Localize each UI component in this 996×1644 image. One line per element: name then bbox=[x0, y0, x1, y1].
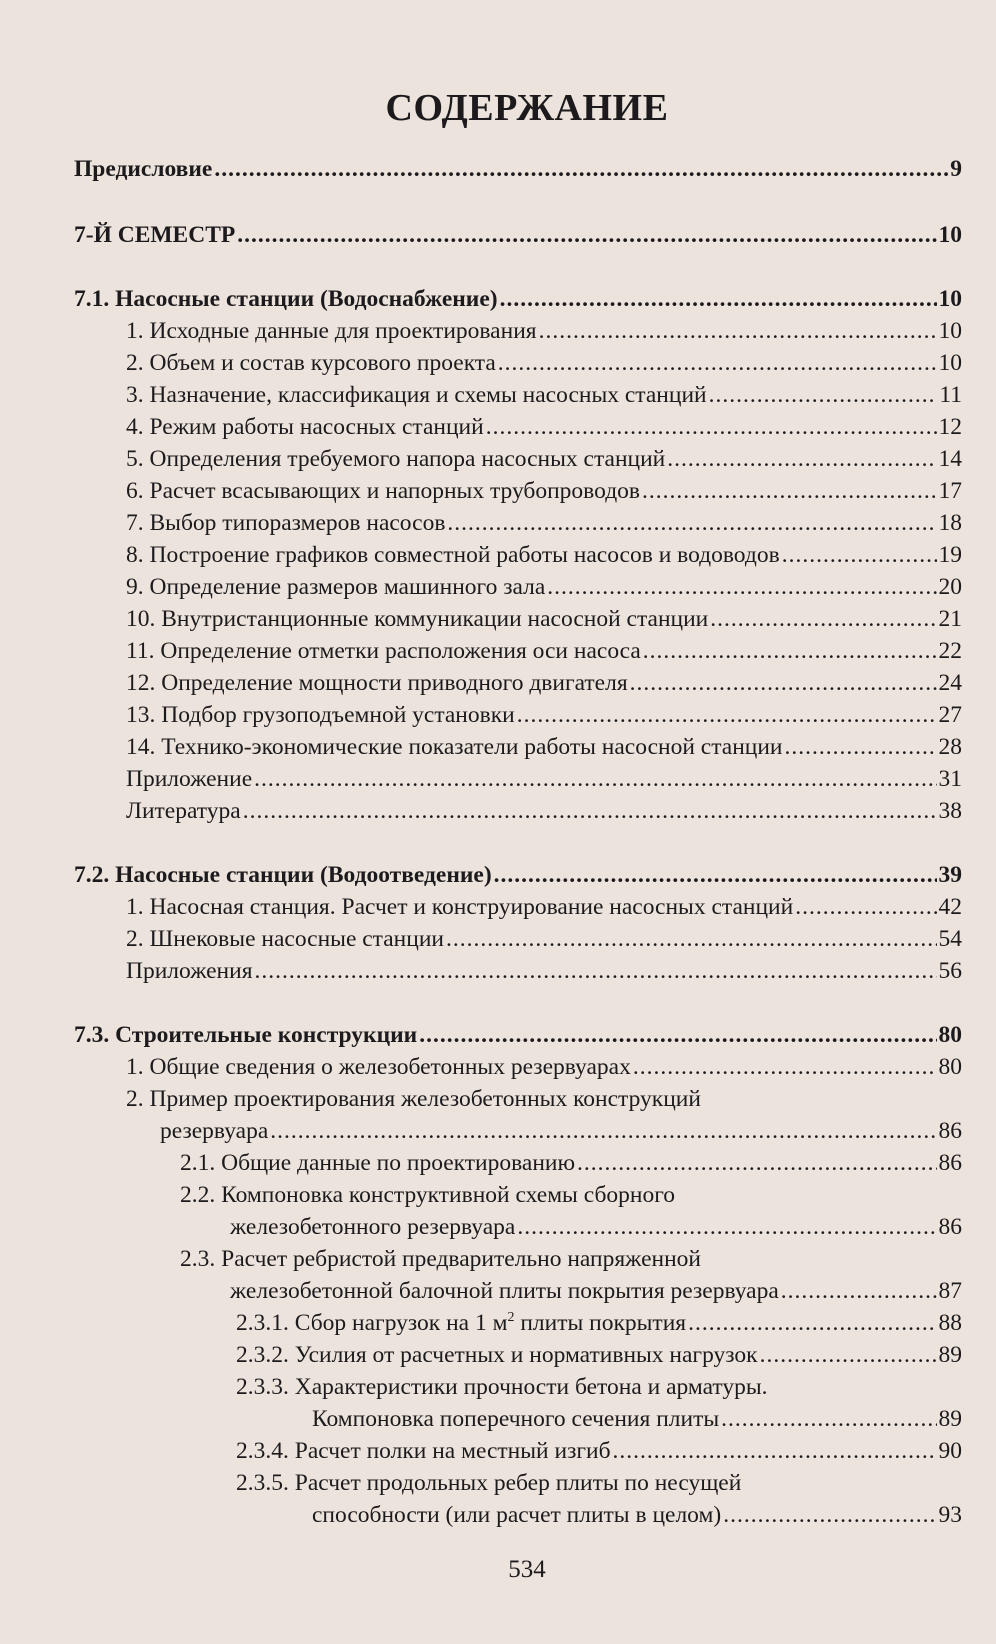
toc-entry-semester bbox=[74, 220, 962, 250]
toc-entry-page: 89 bbox=[938, 1342, 962, 1368]
toc-leader-dots bbox=[254, 764, 936, 794]
toc-entry-page: 86 bbox=[938, 1214, 962, 1240]
toc-entry-text-main: 2.3.1. Сбор нагрузок на 1 м bbox=[236, 1310, 508, 1336]
toc-entry-page: 24 bbox=[938, 670, 962, 696]
toc-entry bbox=[236, 1340, 962, 1370]
toc-entry-text: железобетонной балочной плиты покрытия резервуара bbox=[230, 1278, 779, 1304]
toc-entry-preface bbox=[74, 154, 962, 184]
toc-entry bbox=[126, 476, 962, 506]
toc-entry-text: 3. Назначение, классификация и схемы насосных станций bbox=[126, 382, 707, 408]
toc-entry-text: 12. Определение мощности приводного двигателя bbox=[126, 670, 628, 696]
toc-entry-page: 12 bbox=[938, 414, 962, 440]
toc-entry bbox=[230, 1276, 962, 1306]
toc-leader-dots bbox=[243, 796, 937, 826]
toc-entry-section-7-2 bbox=[74, 860, 962, 890]
toc-entry-page: 42 bbox=[938, 894, 962, 920]
toc-entry-page: 86 bbox=[938, 1118, 962, 1144]
superscript: 2 bbox=[507, 1310, 515, 1326]
toc-entry-text: 13. Подбор грузоподъемной установки bbox=[126, 702, 515, 728]
toc-entry-page: 10 bbox=[938, 318, 962, 344]
toc-entry-page: 22 bbox=[938, 638, 962, 664]
toc-entry-text: способности (или расчет плиты в целом) bbox=[312, 1502, 722, 1528]
page-title: СОДЕРЖАНИЕ bbox=[385, 87, 669, 129]
toc-entry-page: 10 bbox=[938, 350, 962, 376]
toc-entry-text-line1: 2. Пример проектирования железобетонных конструкций bbox=[126, 1086, 701, 1112]
toc-leader-dots bbox=[709, 380, 938, 410]
toc-entry bbox=[236, 1308, 962, 1338]
toc-entry bbox=[126, 540, 962, 570]
toc-leader-dots bbox=[642, 476, 937, 506]
toc-entry-text: 9. Определение размеров машинного зала bbox=[126, 574, 546, 600]
toc-entry-text: 8. Построение графиков совместной работы насосов и водоводов bbox=[126, 542, 780, 568]
toc-leader-dots bbox=[255, 956, 937, 986]
toc-entry bbox=[126, 668, 962, 698]
toc-entry-page: 11 bbox=[939, 382, 962, 408]
toc-entry-text: 7-Й СЕМЕСТР bbox=[74, 222, 236, 248]
toc-entry bbox=[180, 1148, 962, 1178]
toc-entry bbox=[126, 348, 962, 378]
toc-entry-text: Приложения bbox=[126, 958, 253, 984]
toc-leader-dots bbox=[760, 1340, 937, 1370]
toc-entry-text: 6. Расчет всасывающих и напорных трубопроводов bbox=[126, 478, 640, 504]
toc-entry-text: Приложение bbox=[126, 766, 253, 792]
toc-entry-page: 27 bbox=[938, 702, 962, 728]
toc-entry-section-7-3 bbox=[74, 1020, 962, 1050]
toc-leader-dots bbox=[782, 540, 937, 570]
toc-entry-text: 1. Исходные данные для проектирования bbox=[126, 318, 537, 344]
toc-entry bbox=[126, 796, 962, 826]
toc-leader-dots bbox=[781, 1276, 937, 1306]
toc-leader-dots bbox=[500, 284, 937, 314]
toc-entry-text: 2.1. Общие данные по проектированию bbox=[180, 1150, 576, 1176]
toc-entry-page: 19 bbox=[938, 542, 962, 568]
toc-entry-text: 10. Внутристанционные коммуникации насосной станции bbox=[126, 606, 709, 632]
toc-leader-dots bbox=[270, 1116, 936, 1146]
toc-entry-text: 2.3.4. Расчет полки на местный изгиб bbox=[236, 1438, 611, 1464]
toc-leader-dots bbox=[486, 412, 937, 442]
toc-entry-text: 5. Определения требуемого напора насосных станций bbox=[126, 446, 666, 472]
toc-entry-text: Литература bbox=[126, 798, 241, 824]
toc-entry-page: 17 bbox=[938, 478, 962, 504]
toc-leader-dots bbox=[447, 508, 936, 538]
toc-entry-page: 89 bbox=[938, 1406, 962, 1432]
toc-entry-text: резервуара bbox=[160, 1118, 269, 1144]
toc-entry bbox=[312, 1404, 962, 1434]
toc-leader-dots bbox=[494, 860, 937, 890]
toc-leader-dots bbox=[723, 1500, 936, 1530]
toc-entry-page: 86 bbox=[938, 1150, 962, 1176]
toc-entry-text: 7.1. Насосные станции (Водоснабжение) bbox=[74, 286, 498, 312]
toc-entry-page: 90 bbox=[938, 1438, 962, 1464]
toc-entry-page: 54 bbox=[938, 926, 962, 952]
toc-entry-page: 9 bbox=[950, 156, 962, 182]
toc-entry-text: 14. Технико-экономические показатели работы насосной станции bbox=[126, 734, 783, 760]
toc-entry bbox=[126, 1052, 962, 1082]
toc-leader-dots bbox=[539, 316, 937, 346]
toc-entry-text-line1: 2.3.3. Характеристики прочности бетона и арматуры. bbox=[236, 1374, 768, 1400]
toc-entry-text: 1. Общие сведения о железобетонных резервуарах bbox=[126, 1054, 631, 1080]
toc-entry bbox=[126, 316, 962, 346]
toc-entry-page: 39 bbox=[938, 862, 962, 888]
toc-leader-dots bbox=[547, 572, 936, 602]
toc-entry-section-7-1 bbox=[74, 284, 962, 314]
toc-entry-page: 10 bbox=[938, 286, 962, 312]
toc-entry-page: 28 bbox=[938, 734, 962, 760]
toc-entry bbox=[126, 924, 962, 954]
toc-entry-page: 80 bbox=[938, 1022, 962, 1048]
toc-entry-text bbox=[236, 1308, 686, 1338]
toc-leader-dots bbox=[721, 1404, 936, 1434]
toc-entry-page: 88 bbox=[938, 1310, 962, 1336]
toc-entry-text: 11. Определение отметки расположения оси насоса bbox=[126, 638, 641, 664]
toc-entry-text-line1: 2.3. Расчет ребристой предварительно напряженной bbox=[180, 1246, 701, 1272]
toc-entry-text-line1: 2.3.5. Расчет продольных ребер плиты по несущей bbox=[236, 1470, 742, 1496]
toc-entry bbox=[126, 572, 962, 602]
toc-entry-text: 7.2. Насосные станции (Водоотведение) bbox=[74, 862, 492, 888]
toc-entry bbox=[160, 1116, 962, 1146]
toc-entry-text: 2. Объем и состав курсового проекта bbox=[126, 350, 496, 376]
toc-entry-page: 56 bbox=[938, 958, 962, 984]
toc-entry bbox=[126, 412, 962, 442]
toc-entry-page: 10 bbox=[938, 222, 962, 248]
toc-entry-page: 93 bbox=[938, 1502, 962, 1528]
toc-entry-page: 31 bbox=[938, 766, 962, 792]
toc-entry bbox=[126, 604, 962, 634]
toc-entry-text: Предисловие bbox=[74, 156, 213, 182]
toc-leader-dots bbox=[630, 668, 937, 698]
toc-entry bbox=[126, 732, 962, 762]
toc-entry-page: 20 bbox=[938, 574, 962, 600]
toc-leader-dots bbox=[688, 1308, 936, 1338]
toc-entry-text: Компоновка поперечного сечения плиты bbox=[312, 1406, 720, 1432]
page-number: 534 bbox=[508, 1556, 546, 1583]
toc-entry-page: 18 bbox=[938, 510, 962, 536]
toc-entry-text-line1: 2.2. Компоновка конструктивной схемы сборного bbox=[180, 1182, 676, 1208]
toc-entry-text: 7.3. Строительные конструкции bbox=[74, 1022, 418, 1048]
toc-entry-page: 38 bbox=[938, 798, 962, 824]
toc-entry-text-after: плиты покрытия bbox=[514, 1310, 687, 1336]
toc-entry bbox=[312, 1500, 962, 1530]
toc-leader-dots bbox=[795, 892, 936, 922]
toc-leader-dots bbox=[667, 444, 936, 474]
toc-leader-dots bbox=[785, 732, 937, 762]
toc-leader-dots bbox=[419, 1020, 936, 1050]
toc-leader-dots bbox=[237, 220, 936, 250]
toc-leader-dots bbox=[214, 154, 948, 184]
toc-leader-dots bbox=[643, 636, 937, 666]
toc-entry bbox=[236, 1436, 962, 1466]
toc-entry bbox=[230, 1212, 962, 1242]
toc-entry-text: 2. Шнековые насосные станции bbox=[126, 926, 444, 952]
toc-entry-page: 87 bbox=[938, 1278, 962, 1304]
toc-leader-dots bbox=[613, 1436, 937, 1466]
toc-entry bbox=[126, 892, 962, 922]
toc-leader-dots bbox=[446, 924, 937, 954]
toc-leader-dots bbox=[498, 348, 937, 378]
toc-entry-text: 2.3.2. Усилия от расчетных и нормативных нагрузок bbox=[236, 1342, 758, 1368]
toc-entry bbox=[126, 444, 962, 474]
toc-entry-page: 14 bbox=[938, 446, 962, 472]
toc-entry bbox=[126, 764, 962, 794]
toc-leader-dots bbox=[633, 1052, 937, 1082]
toc-entry-text: железобетонного резервуара bbox=[230, 1214, 516, 1240]
toc-entry-text: 7. Выбор типоразмеров насосов bbox=[126, 510, 446, 536]
toc-leader-dots bbox=[517, 1212, 936, 1242]
toc-entry bbox=[126, 636, 962, 666]
toc-leader-dots bbox=[577, 1148, 936, 1178]
toc-leader-dots bbox=[710, 604, 936, 634]
toc-entry bbox=[126, 508, 962, 538]
toc-entry-text: 4. Режим работы насосных станций bbox=[126, 414, 484, 440]
toc-entry bbox=[126, 700, 962, 730]
toc-entry bbox=[126, 956, 962, 986]
toc-entry bbox=[126, 380, 962, 410]
toc-entry-text: 1. Насосная станция. Расчет и конструирование насосных станций bbox=[126, 894, 794, 920]
toc-entry-page: 21 bbox=[938, 606, 962, 632]
toc-entry-page: 80 bbox=[938, 1054, 962, 1080]
toc-leader-dots bbox=[517, 700, 937, 730]
